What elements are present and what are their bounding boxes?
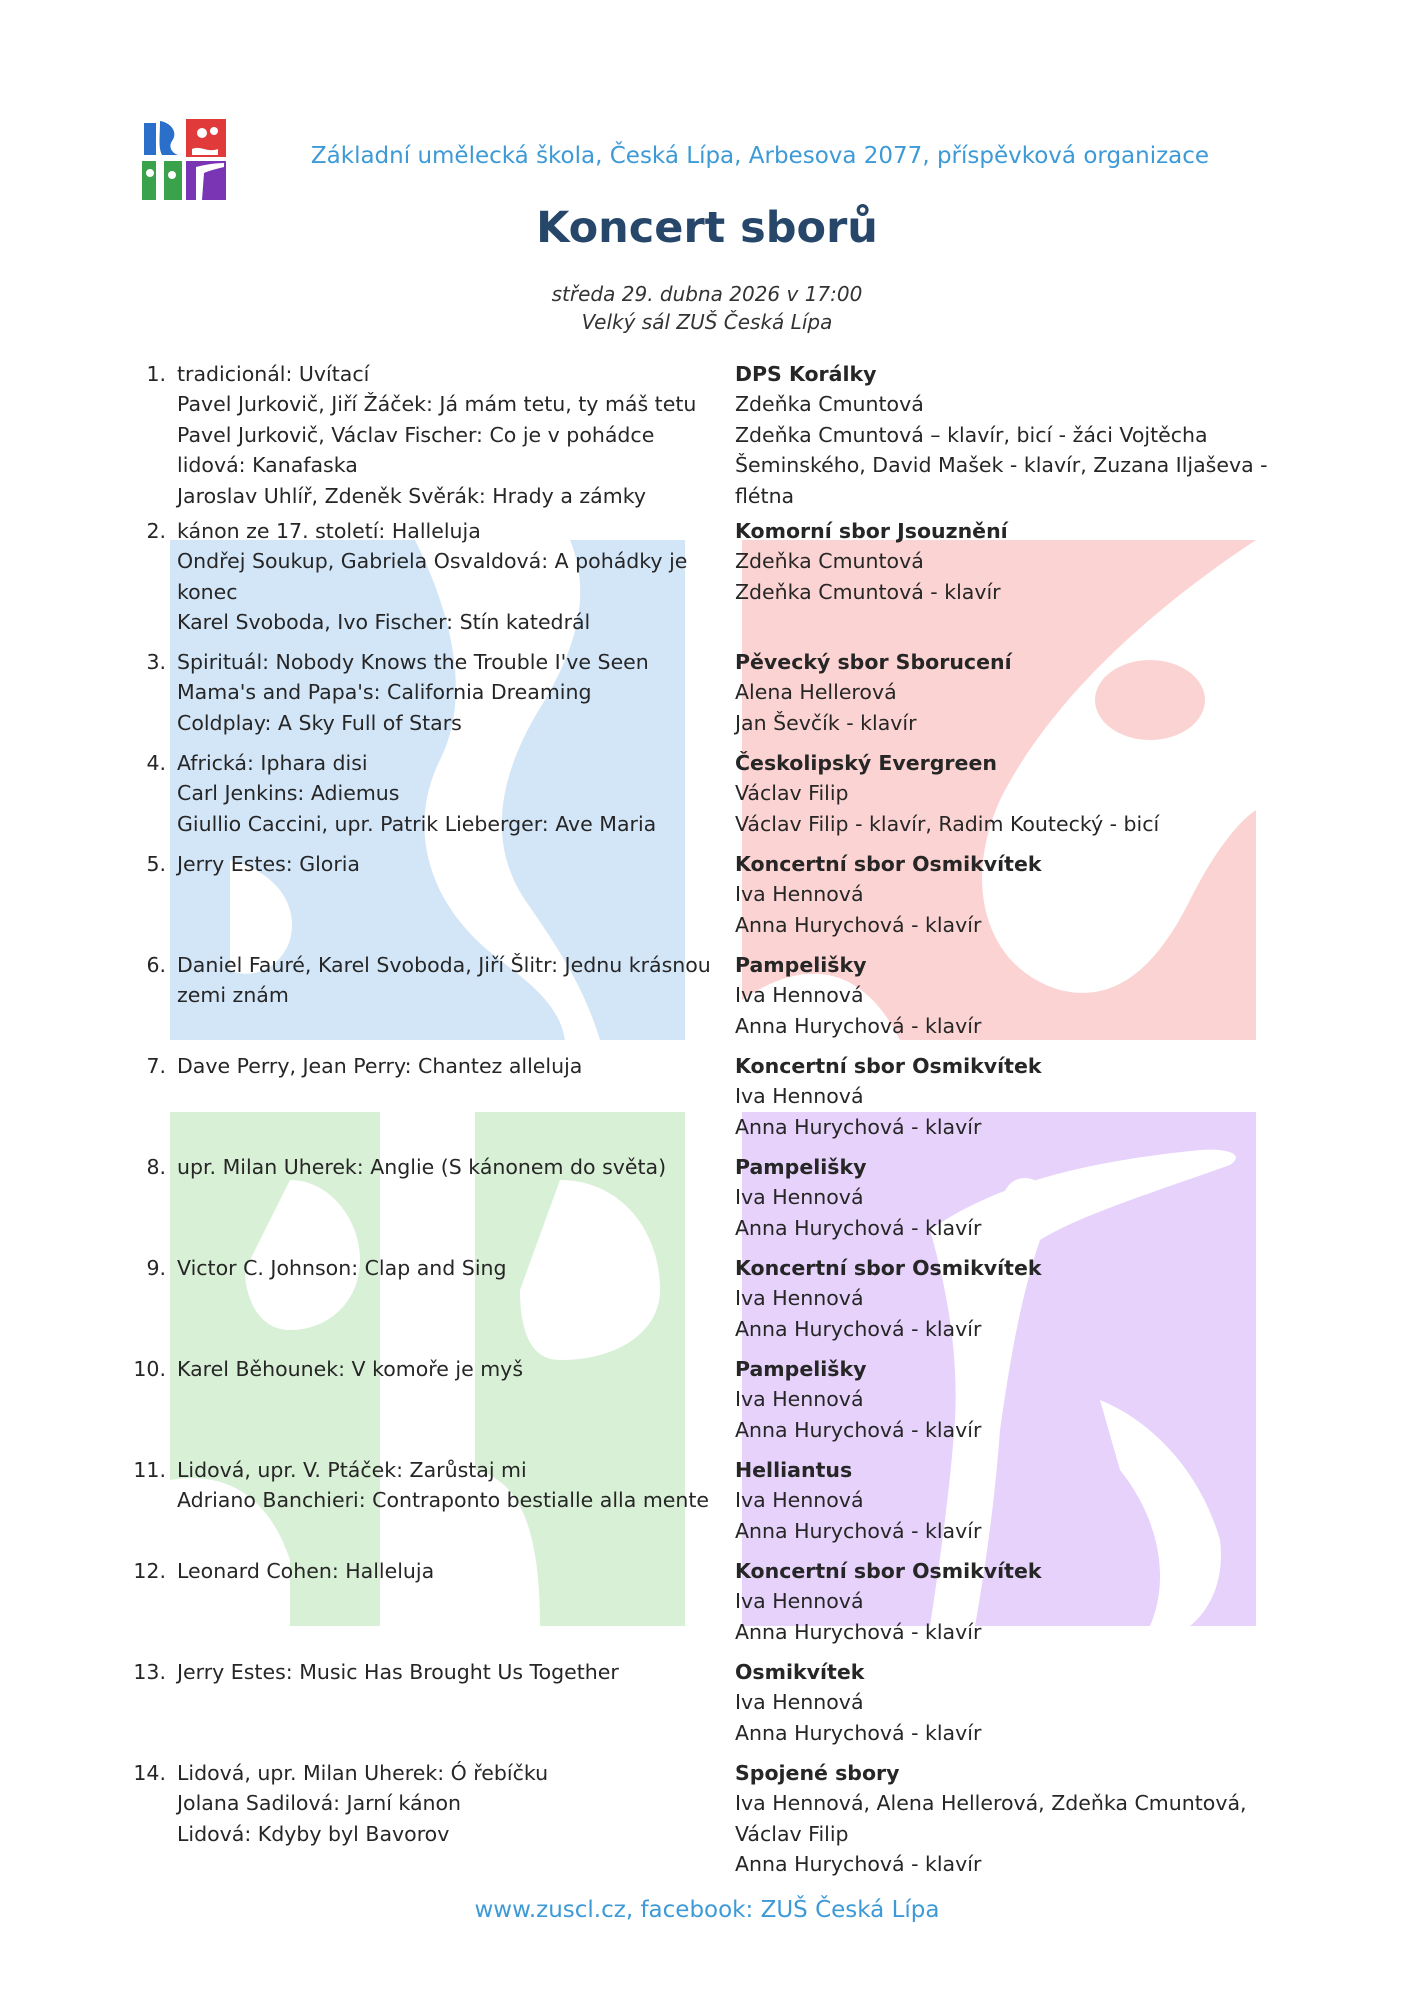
piece-line: lidová: Kanafaska xyxy=(177,453,358,478)
program-item-pieces xyxy=(177,748,725,839)
program-item-pieces xyxy=(177,359,725,511)
performer-line: Iva Hennová xyxy=(735,983,864,1008)
performer-line: Anna Hurychová - klavír xyxy=(735,1417,982,1442)
program-item-performers xyxy=(735,1657,1275,1748)
performer-line: Anna Hurychová - klavír xyxy=(735,1720,982,1745)
performer-line: Anna Hurychová - klavír xyxy=(735,1619,982,1644)
performer-line: Anna Hurychová - klavír xyxy=(735,1114,982,1139)
program-item-performers xyxy=(735,849,1275,940)
performer-line: Václav Filip - klavír, Radim Koutecký - bicí xyxy=(735,811,1160,836)
choir-name: Českolipský Evergreen xyxy=(735,751,997,775)
performer-line: Iva Hennová xyxy=(735,882,864,907)
program-item-performers xyxy=(735,1051,1275,1142)
performer-line: Anna Hurychová - klavír xyxy=(735,1013,982,1038)
piece-line: Victor C. Johnson: Clap and Sing xyxy=(177,1256,507,1280)
program-item-number: 10. xyxy=(133,1357,166,1381)
program-item-performers xyxy=(735,950,1275,1041)
choir-name: Pampelišky xyxy=(735,1155,867,1179)
choir-name: Komorní sbor Jsouznění xyxy=(735,519,1008,543)
piece-line: Giullio Caccini, upr. Patrik Lieberger: Ave Maria xyxy=(177,811,657,836)
choir-name: Spojené sbory xyxy=(735,1761,900,1785)
piece-line: Lidová: Kdyby byl Bavorov xyxy=(177,1821,450,1846)
program-item-performers xyxy=(735,748,1275,839)
piece-line: Jaroslav Uhlíř, Zdeněk Svěrák: Hrady a zámky xyxy=(177,483,646,508)
choir-name: Pampelišky xyxy=(735,1357,867,1381)
program-item-pieces xyxy=(177,1556,725,1586)
piece-line: Karel Běhounek: V komoře je myš xyxy=(177,1357,523,1381)
program-item-number: 14. xyxy=(133,1761,166,1785)
program-item-number: 8. xyxy=(146,1155,166,1179)
program-item-pieces xyxy=(177,647,725,738)
program-item-pieces xyxy=(177,1051,725,1081)
performer-line: flétna xyxy=(735,483,795,508)
program-item-number: 1. xyxy=(146,362,166,386)
footer-contacts: www.zuscl.cz, facebook: ZUŠ Česká Lípa xyxy=(474,1897,940,1923)
page-title: Koncert sborů xyxy=(536,203,878,253)
piece-line: Pavel Jurkovič, Václav Fischer: Co je v pohádce xyxy=(177,422,655,447)
program-item-number: 3. xyxy=(146,650,166,674)
piece-line: Jerry Estes: Music Has Brought Us Together xyxy=(177,1660,619,1684)
performer-line: Alena Hellerová xyxy=(735,680,897,705)
performer-line: Zdeňka Cmuntová - klavír xyxy=(735,579,1001,604)
program-item-pieces xyxy=(177,849,725,879)
piece-line: Jerry Estes: Gloria xyxy=(177,852,360,876)
performer-line: Václav Filip xyxy=(735,781,849,806)
performer-line: Anna Hurychová - klavír xyxy=(735,1215,982,1240)
event-venue: Velký sál ZUŠ Česká Lípa xyxy=(581,310,833,334)
program-item-number: 9. xyxy=(146,1256,166,1280)
choir-name: Koncertní sbor Osmikvítek xyxy=(735,852,1042,876)
event-info xyxy=(0,280,1414,336)
piece-line: Coldplay: A Sky Full of Stars xyxy=(177,710,462,735)
piece-line: Carl Jenkins: Adiemus xyxy=(177,781,400,806)
program-item-pieces xyxy=(177,1455,725,1516)
performer-line: Anna Hurychová - klavír xyxy=(735,912,982,937)
program-item-performers xyxy=(735,647,1275,738)
program-item-number: 13. xyxy=(133,1660,166,1684)
choir-name: Koncertní sbor Osmikvítek xyxy=(735,1559,1042,1583)
program-item-number: 6. xyxy=(146,953,166,977)
piece-line: Mama's and Papa's: California Dreaming xyxy=(177,680,592,705)
performer-line: Iva Hennová xyxy=(735,1488,864,1513)
program-item-pieces xyxy=(177,1758,725,1849)
piece-line: kánon ze 17. století: Halleluja xyxy=(177,519,481,543)
performer-line: Iva Hennová xyxy=(735,1185,864,1210)
piece-line: Dave Perry, Jean Perry: Chantez alleluja xyxy=(177,1054,583,1078)
piece-line: Spirituál: Nobody Knows the Trouble I've Seen xyxy=(177,650,649,674)
performer-line: Jan Ševčík - klavír xyxy=(735,710,917,735)
performer-line: Zdeňka Cmuntová xyxy=(735,392,924,417)
program-item-pieces xyxy=(177,516,725,638)
performer-line: Anna Hurychová - klavír xyxy=(735,1518,982,1543)
program-item-number: 12. xyxy=(133,1559,166,1583)
piece-line: Ondřej Soukup, Gabriela Osvaldová: A pohádky je xyxy=(177,549,688,574)
program-item-performers xyxy=(735,1556,1275,1647)
piece-line: Karel Svoboda, Ivo Fischer: Stín katedrál xyxy=(177,610,591,635)
piece-line: Adriano Banchieri: Contraponto bestialle alla mente xyxy=(177,1488,710,1513)
performer-line: Iva Hennová xyxy=(735,1387,864,1412)
performer-line: Zdeňka Cmuntová – klavír, bicí - žáci Vojtěcha xyxy=(735,422,1208,447)
program-item-pieces xyxy=(177,1657,725,1687)
program-item-performers xyxy=(735,1354,1275,1445)
performer-line: Anna Hurychová - klavír xyxy=(735,1316,982,1341)
choir-name: Koncertní sbor Osmikvítek xyxy=(735,1054,1042,1078)
performer-line: Iva Hennová xyxy=(735,1084,864,1109)
event-date: středa 29. dubna 2026 v 17:00 xyxy=(551,282,863,306)
program-item-performers xyxy=(735,1455,1275,1546)
piece-line: Pavel Jurkovič, Jiří Žáček: Já mám tetu, ty máš tetu xyxy=(177,392,697,417)
piece-line: konec xyxy=(177,579,238,604)
piece-line: upr. Milan Uherek: Anglie (S kánonem do světa) xyxy=(177,1155,667,1179)
program-item-pieces xyxy=(177,950,725,1011)
piece-line: Lidová, upr. Milan Uherek: Ó řebíčku xyxy=(177,1761,549,1785)
piece-line: Daniel Fauré, Karel Svoboda, Jiří Šlitr: Jednu krásnou xyxy=(177,953,711,977)
performer-line: Šeminského, David Mašek - klavír, Zuzana Iljaševa - xyxy=(735,453,1268,478)
performer-line: Iva Hennová, Alena Hellerová, Zdeňka Cmuntová, xyxy=(735,1791,1247,1816)
school-logo xyxy=(142,119,226,200)
program-item-number: 11. xyxy=(133,1458,166,1482)
program-item-performers xyxy=(735,1253,1275,1344)
program-item-number: 4. xyxy=(146,751,166,775)
program-item-pieces xyxy=(177,1152,725,1182)
program-item-performers xyxy=(735,359,1275,511)
program-item-performers xyxy=(735,516,1275,607)
program-item-number: 2. xyxy=(146,519,166,543)
choir-name: Pěvecký sbor Sborucení xyxy=(735,650,1012,674)
school-name: Základní umělecká škola, Česká Lípa, Arbesova 2077, příspěvková organizace xyxy=(310,143,1210,169)
piece-line: tradicionál: Uvítací xyxy=(177,362,370,386)
choir-name: DPS Korálky xyxy=(735,362,877,386)
performer-line: Iva Hennová xyxy=(735,1286,864,1311)
choir-name: Koncertní sbor Osmikvítek xyxy=(735,1256,1042,1280)
choir-name: Osmikvítek xyxy=(735,1660,865,1684)
performer-line: Iva Hennová xyxy=(735,1690,864,1715)
program-item-performers xyxy=(735,1758,1275,1880)
piece-line: Jolana Sadilová: Jarní kánon xyxy=(177,1791,462,1816)
piece-line: zemi znám xyxy=(177,983,289,1008)
program-item-pieces xyxy=(177,1253,725,1283)
piece-line: Africká: Iphara disi xyxy=(177,751,368,775)
piece-line: Leonard Cohen: Halleluja xyxy=(177,1559,435,1583)
program-item-number: 7. xyxy=(146,1054,166,1078)
performer-line: Zdeňka Cmuntová xyxy=(735,549,924,574)
performer-line: Václav Filip xyxy=(735,1821,849,1846)
performer-line: Iva Hennová xyxy=(735,1589,864,1614)
performer-line: Anna Hurychová - klavír xyxy=(735,1852,982,1877)
choir-name: Helliantus xyxy=(735,1458,853,1482)
program-item-number: 5. xyxy=(146,852,166,876)
program-item-pieces xyxy=(177,1354,725,1384)
piece-line: Lidová, upr. V. Ptáček: Zarůstaj mi xyxy=(177,1458,527,1482)
choir-name: Pampelišky xyxy=(735,953,867,977)
program-item-performers xyxy=(735,1152,1275,1243)
